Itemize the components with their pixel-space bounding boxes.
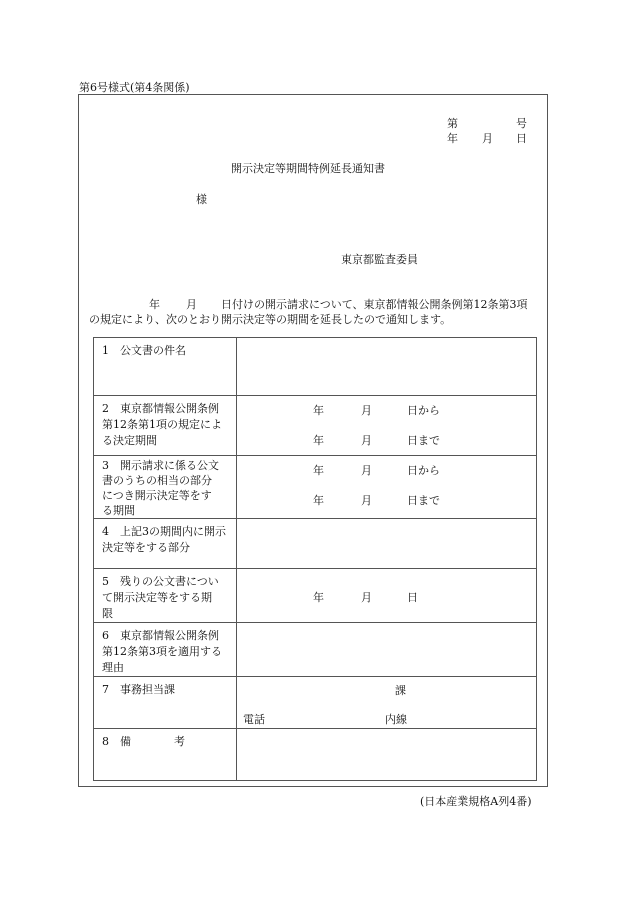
deadline-day: 日	[407, 591, 418, 604]
part-value[interactable]	[237, 519, 537, 569]
row-label	[94, 677, 237, 729]
label-line: る期間	[102, 504, 135, 517]
sender: 東京都監査委員	[341, 253, 418, 266]
deadline-year: 年	[313, 591, 324, 604]
date-day: 日	[516, 132, 527, 145]
row-label	[94, 338, 237, 396]
row-label	[94, 519, 237, 569]
table-row	[94, 569, 537, 623]
period-value[interactable]	[237, 396, 537, 456]
label-line: 考	[174, 735, 185, 748]
table-row	[94, 338, 537, 396]
table-row	[94, 729, 537, 781]
row-label	[94, 396, 237, 456]
table-row	[94, 677, 537, 729]
row-label	[94, 456, 237, 519]
reason-value[interactable]	[237, 623, 537, 677]
extension-label: 内線	[385, 713, 407, 726]
department-value[interactable]	[237, 677, 537, 729]
paper-size-note: (日本産業規格A列4番)	[420, 795, 532, 808]
from-month: 月	[361, 464, 372, 477]
ka-label: 課	[395, 684, 406, 697]
tel-label: 電話	[243, 713, 265, 726]
row-label	[94, 729, 237, 781]
table-row	[94, 623, 537, 677]
to-year: 年	[313, 494, 324, 507]
row-label	[94, 569, 237, 623]
label-line: 1 公文書の件名	[102, 344, 186, 357]
date-year: 年	[447, 132, 458, 145]
label-line: て開示決定等をする期	[102, 591, 212, 604]
from-day: 日から	[407, 404, 440, 417]
number-go: 号	[516, 117, 527, 130]
label-line: 決定等をする部分	[102, 541, 190, 554]
label-line: 第12条第3項を適用する	[102, 645, 222, 658]
to-day: 日まで	[407, 434, 440, 447]
label-line: 7 事務担当課	[102, 683, 175, 696]
from-month: 月	[361, 404, 372, 417]
body-line1: 日付けの開示請求について、東京都情報公開条例第12条第3項	[221, 298, 528, 311]
label-line: 5 残りの公文書につい	[102, 575, 219, 588]
label-line: る決定期間	[102, 434, 157, 447]
number-dai: 第	[447, 117, 458, 130]
date-month: 月	[482, 132, 493, 145]
label-line: 4 上記3の期間内に開示	[102, 525, 226, 538]
label-line: 書のうちの相当の部分	[102, 474, 212, 487]
addressee-suffix: 様	[196, 193, 207, 206]
label-line: 6 東京都情報公開条例	[102, 629, 219, 642]
period-value[interactable]	[237, 456, 537, 519]
document-title: 開示決定等期間特例延長通知書	[231, 162, 385, 175]
deadline-month: 月	[361, 591, 372, 604]
label-line: 第12条第1項の規定によ	[102, 418, 222, 431]
remarks-value[interactable]	[237, 729, 537, 781]
form-table	[93, 337, 537, 781]
label-line: 2 東京都情報公開条例	[102, 402, 219, 415]
body-year: 年	[149, 298, 160, 311]
from-year: 年	[313, 464, 324, 477]
form-number: 第6号様式(第4条関係)	[79, 81, 190, 94]
label-line: 理由	[102, 661, 124, 674]
to-day: 日まで	[407, 494, 440, 507]
body-month: 月	[186, 298, 197, 311]
from-day: 日から	[407, 464, 440, 477]
label-line: 限	[102, 607, 113, 620]
to-year: 年	[313, 434, 324, 447]
label-line: 3 開示請求に係る公文	[102, 459, 219, 472]
body-line2: の規定により、次のとおり開示決定等の期間を延長したので通知します。	[89, 313, 452, 326]
table-row	[94, 456, 537, 519]
to-month: 月	[361, 434, 372, 447]
to-month: 月	[361, 494, 372, 507]
row-label	[94, 623, 237, 677]
table-row	[94, 519, 537, 569]
subject-value[interactable]	[237, 338, 537, 396]
from-year: 年	[313, 404, 324, 417]
deadline-value[interactable]	[237, 569, 537, 623]
table-row	[94, 396, 537, 456]
label-line: 8 備	[102, 735, 131, 748]
label-line: につき開示決定等をす	[102, 489, 212, 502]
